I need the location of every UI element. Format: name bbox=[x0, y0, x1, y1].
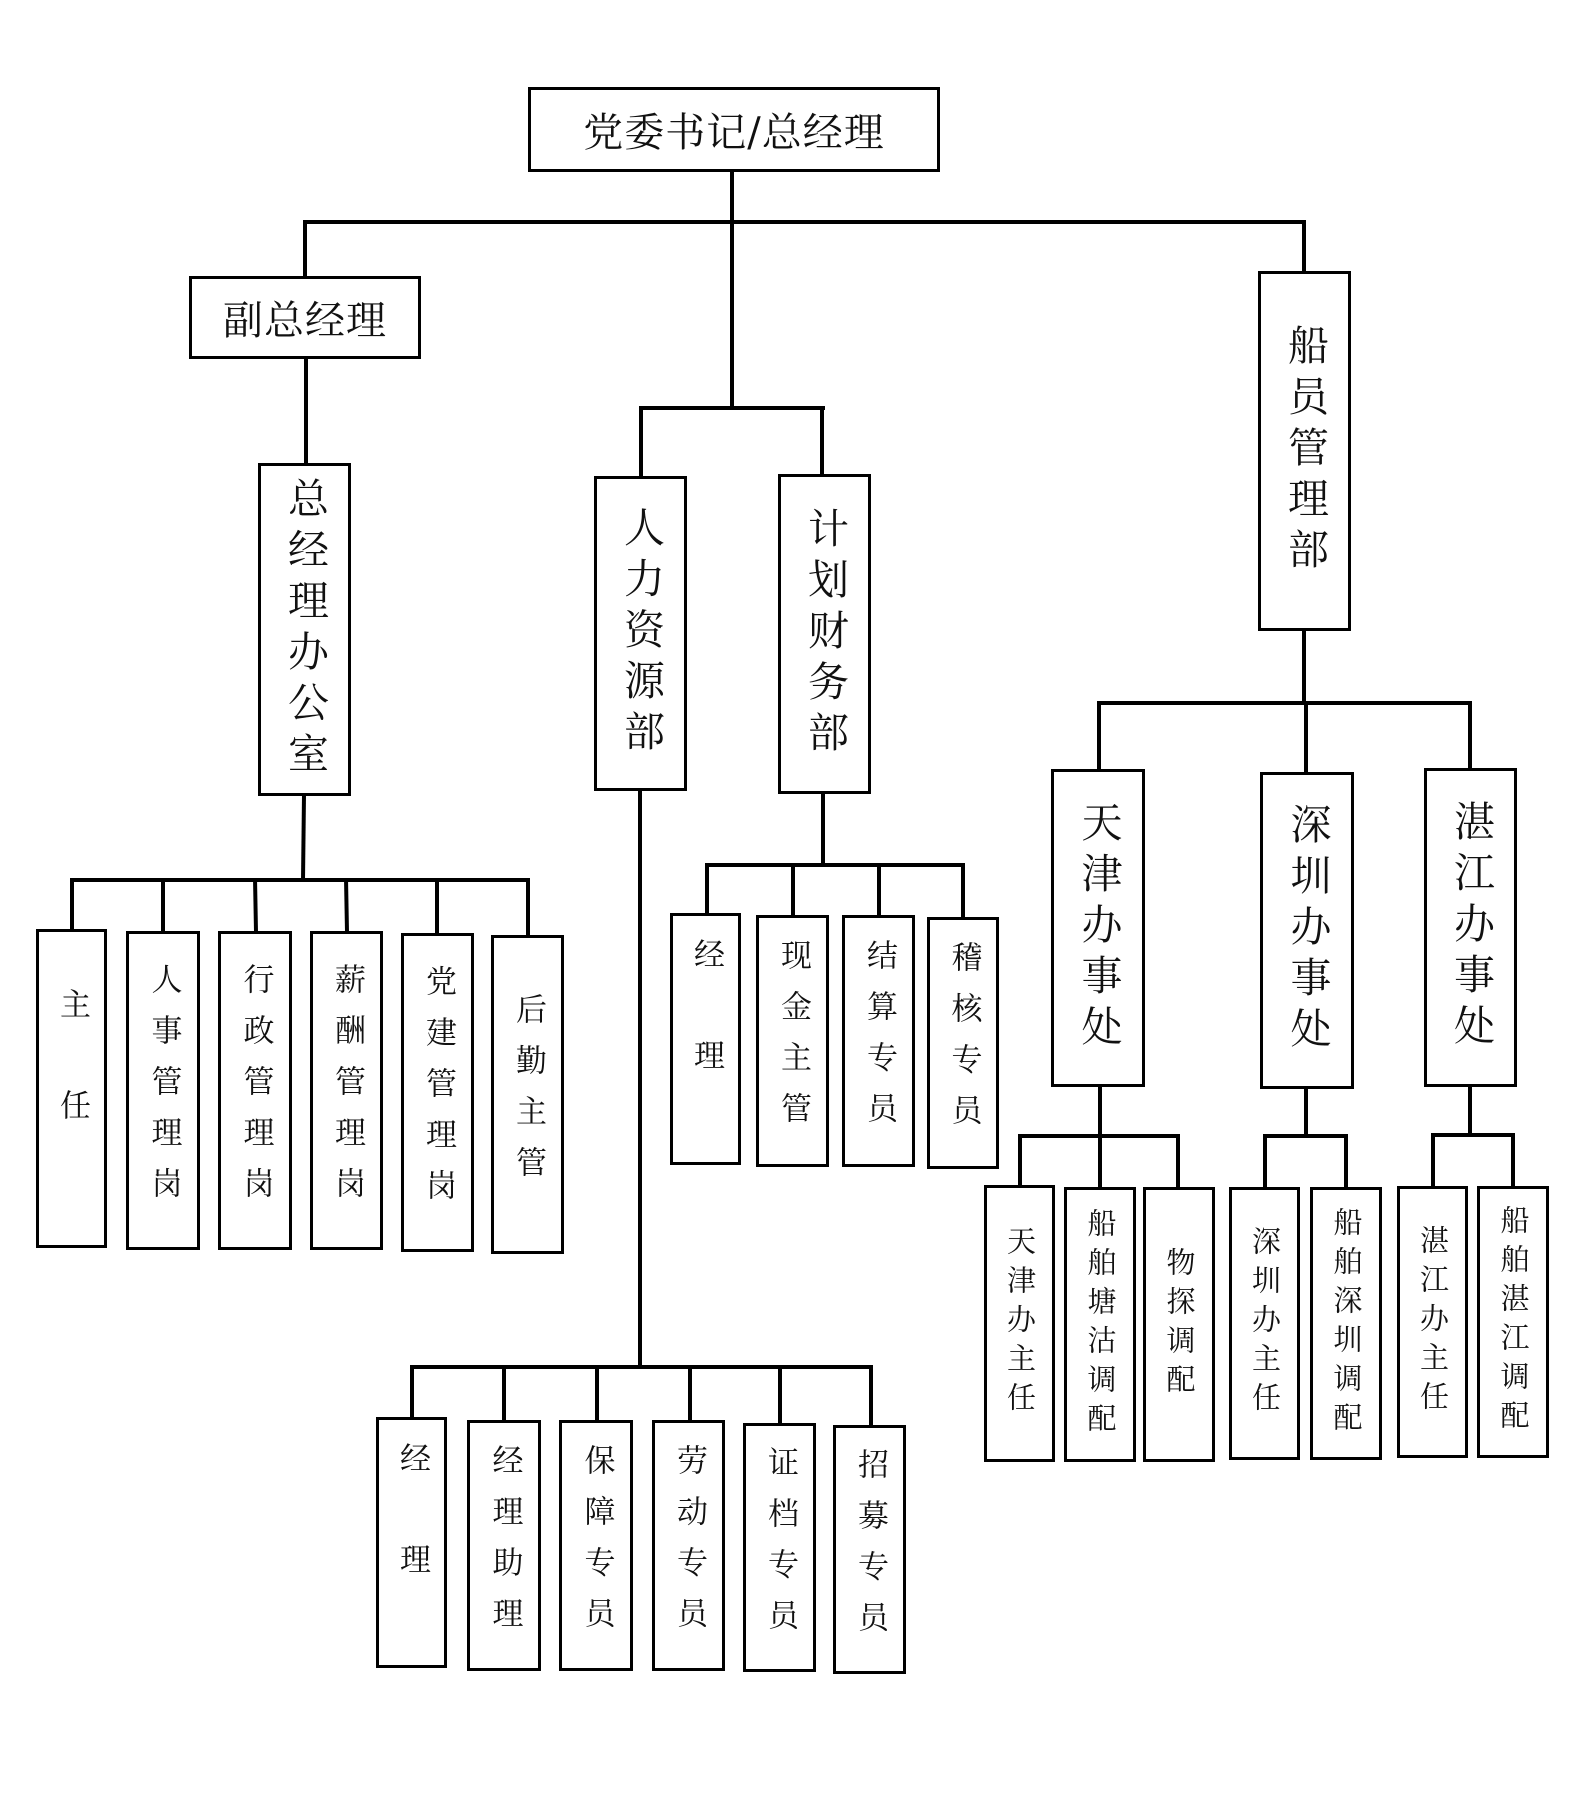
role-finance: 稽核专员 bbox=[927, 917, 999, 1169]
role-zhanjiang: 船舶湛江调配 bbox=[1477, 1186, 1549, 1458]
role-finance: 结算专员 bbox=[842, 915, 915, 1167]
role-hr: 劳动专员 bbox=[652, 1420, 725, 1671]
role-finance: 现金主管 bbox=[756, 915, 829, 1167]
node-tianjin-office: 天津办事处 bbox=[1051, 769, 1145, 1087]
role-gm-office: 人事管理岗 bbox=[126, 931, 200, 1250]
role-tianjin: 天津办主任 bbox=[984, 1185, 1055, 1462]
node-deputy-gm: 副总经理 bbox=[189, 276, 421, 359]
role-gm-office: 后勤主管 bbox=[491, 935, 564, 1254]
role-gm-office: 行政管理岗 bbox=[218, 931, 292, 1250]
node-gm-office: 总经理办公室 bbox=[258, 463, 351, 796]
role-hr: 保障专员 bbox=[559, 1420, 633, 1671]
role-gm-office: 党建管理岗 bbox=[401, 933, 474, 1252]
role-tianjin: 船舶塘沽调配 bbox=[1064, 1187, 1136, 1462]
role-tianjin: 物探调配 bbox=[1143, 1187, 1215, 1462]
node-ceo: 党委书记/总经理 bbox=[528, 87, 940, 172]
node-shenzhen-office: 深圳办事处 bbox=[1260, 772, 1354, 1089]
role-shenzhen: 船舶深圳调配 bbox=[1310, 1187, 1382, 1460]
node-crew-dept: 船员管理部 bbox=[1258, 271, 1351, 631]
role-gm-office: 薪酬管理岗 bbox=[310, 931, 383, 1250]
role-hr: 招募专员 bbox=[833, 1425, 906, 1674]
role-shenzhen: 深圳办主任 bbox=[1229, 1187, 1300, 1460]
node-zhanjiang-office: 湛江办事处 bbox=[1424, 768, 1517, 1087]
role-hr: 证档专员 bbox=[743, 1423, 816, 1672]
role-zhanjiang: 湛江办主任 bbox=[1397, 1186, 1468, 1458]
role-finance: 经理 bbox=[670, 913, 741, 1165]
role-gm-office: 主任 bbox=[36, 929, 107, 1248]
node-hr-dept: 人力资源部 bbox=[594, 476, 687, 791]
node-finance-dept: 计划财务部 bbox=[778, 474, 871, 794]
role-hr: 经理 bbox=[376, 1417, 447, 1668]
role-hr: 经理助理 bbox=[467, 1420, 541, 1671]
